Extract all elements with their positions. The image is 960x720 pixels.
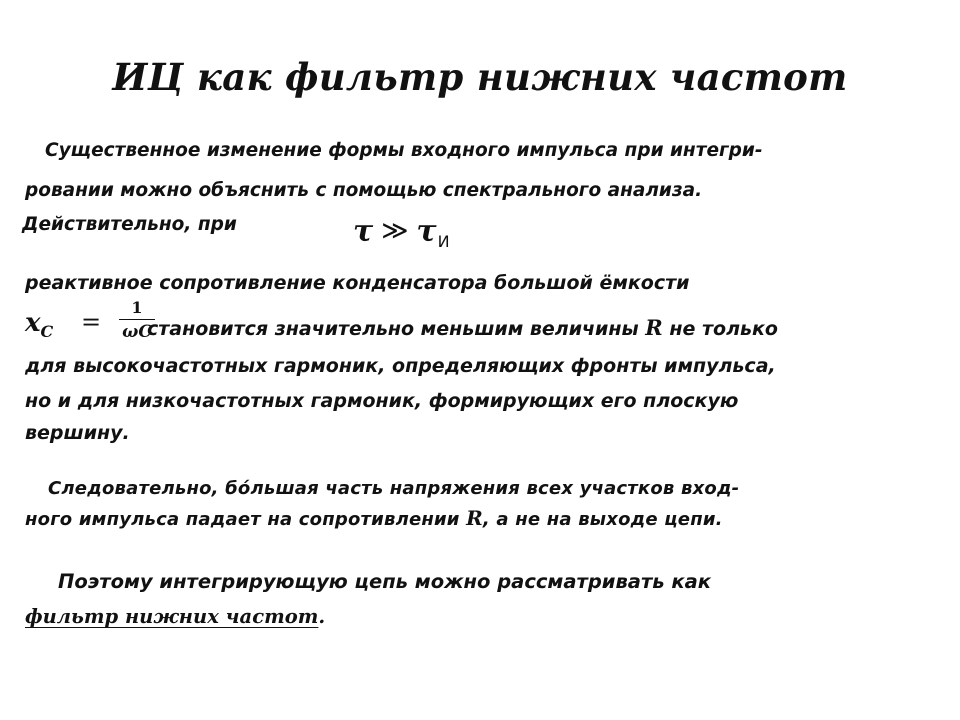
p3-line2 xyxy=(25,506,723,530)
p2-line5: вершину. xyxy=(25,422,130,444)
p4-line2 xyxy=(25,605,325,628)
p2-line2-before: становится значительно меньшим величины xyxy=(147,318,639,340)
formula-tau-inequality xyxy=(353,214,450,249)
slide-title: ИЦ как фильтр нижних частот xyxy=(112,55,848,99)
formula-xc-numerator: 1 xyxy=(131,298,143,317)
p1-line2: ровании можно объяснить с помощью спектрального анализа. xyxy=(25,180,703,201)
p4-line2-end: . xyxy=(318,605,326,628)
formula-tau-rhs: τ xyxy=(416,214,437,249)
p2-line1: реактивное сопротивление конденсатора большой ёмкости xyxy=(25,272,690,294)
p2-line2-variable-r: R xyxy=(645,315,663,340)
p1-line1: Существенное изменение формы входного импульса при интегри- xyxy=(45,140,763,161)
p2-line3: для высокочастотных гармоник, определяющих фронты импульса, xyxy=(25,355,776,377)
formula-xc-variable: $x_C$ xyxy=(25,308,54,341)
formula-xc-equals: = xyxy=(81,308,102,336)
p2-line2 xyxy=(147,315,778,340)
p3-line2-after: , а не на выходе цепи. xyxy=(482,509,723,530)
formula-xc-denominator: ωC xyxy=(122,322,152,342)
formula-xc-subscript: C xyxy=(40,322,54,341)
formula-tau-lhs: τ xyxy=(353,214,374,249)
p4-line1: Поэтому интегрирующую цепь можно рассматривать как xyxy=(58,570,712,593)
formula-capacitive-reactance xyxy=(25,297,152,353)
p2-line4: но и для низкочастотных гармоник, формирующих его плоскую xyxy=(25,390,739,412)
p3-line2-before: ного импульса падает на сопротивлении xyxy=(25,509,460,530)
formula-tau-rhs-subscript: И xyxy=(437,232,450,251)
formula-much-greater-sign: ≫ xyxy=(381,216,409,246)
p2-line2-after: не только xyxy=(669,318,778,340)
p3-line1: Следовательно, бо́льшая часть напряжения всех участков вход- xyxy=(48,478,740,499)
p1-line3: Действительно, при xyxy=(22,214,237,235)
p4-term-low-pass-filter: фильтр нижних частот xyxy=(25,605,319,628)
p3-line2-variable-r: R xyxy=(466,506,483,530)
